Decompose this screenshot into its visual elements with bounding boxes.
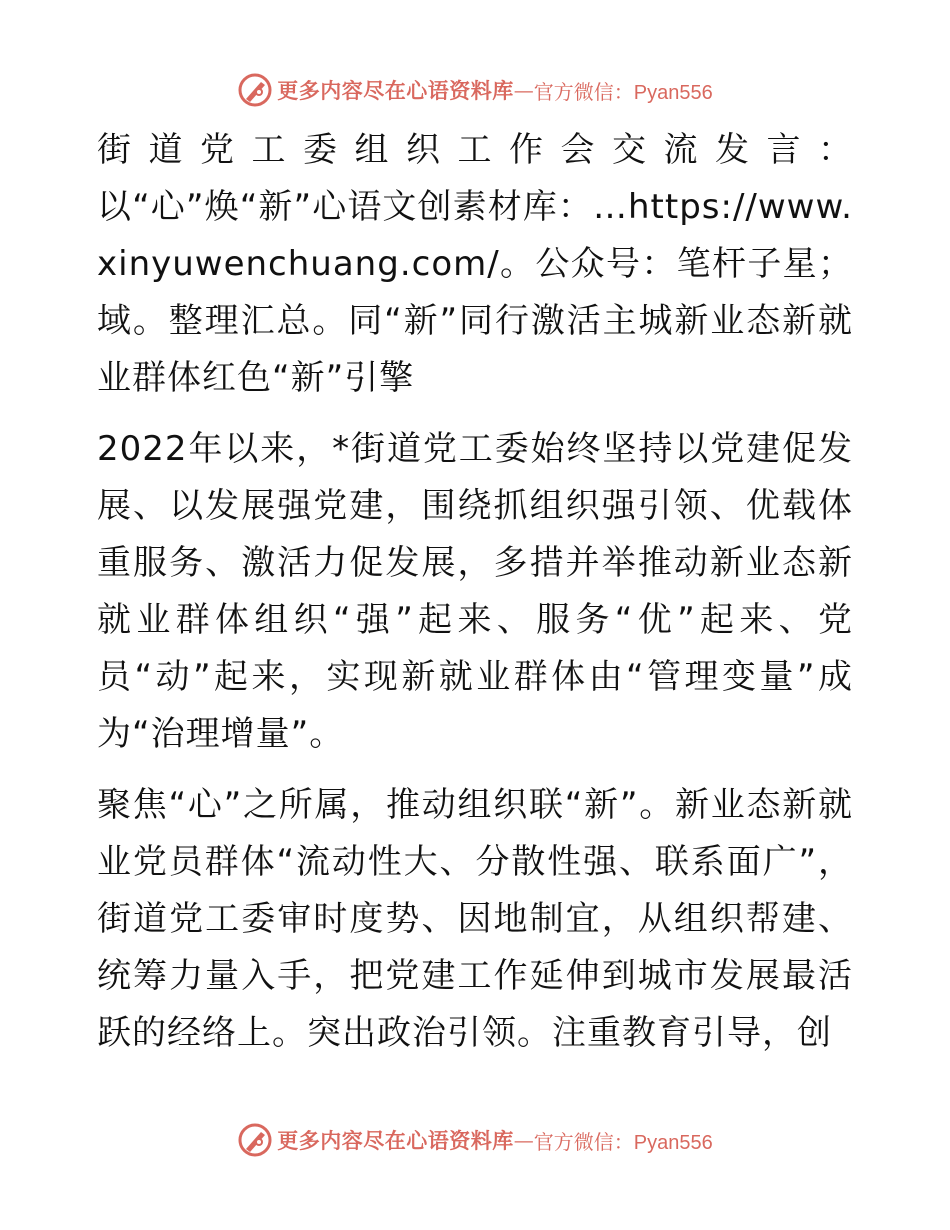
watermark-main-text: 更多内容尽在心语资料库: [277, 78, 514, 103]
watermark-contact-text: 官方微信：Pyan556: [533, 1131, 713, 1154]
pen-seal-logo-icon: [237, 72, 273, 108]
watermark-separator: —: [513, 78, 534, 102]
document-body: [97, 122, 853, 1062]
paragraph-overview: 2022年以来，*街道党工委始终坚持以党建促发展、以发展强党建，围绕抓组织强引领、优载体重服务、激活力促发展，多措并举推动新业态新就业群体组织“强”起来、服务“优”起来、党员“动”起来，实现新就业群体由“管理变量”成为“治理增量”。: [97, 429, 853, 754]
footer-watermark: [0, 1120, 950, 1160]
watermark-contact-text: 官方微信：Pyan556: [533, 81, 713, 104]
paragraph-focus-organization: 聚焦“心”之所属，推动组织联“新”。新业态新就业党员群体“流动性大、分散性强、联系面广”，街道党工委审时度势、因地制宜，从组织帮建、统筹力量入手，把党建工作延伸到城市发展最活跃的经络上。突出政治引领。注重教育引导，创: [97, 785, 853, 1053]
header-watermark: [0, 70, 950, 110]
watermark-separator: —: [513, 1128, 534, 1152]
paragraph-title-intro: 街道党工委组织工作会交流发言：以“心”焕“新”心语文创素材库：…https://www.xinyuwenchuang.com/。公众号：笔杆子星；域。整理汇总。同“新”同行激活主城新业态新就业群体红色“新”引擎: [97, 130, 853, 398]
watermark-main-text: 更多内容尽在心语资料库: [277, 1128, 514, 1153]
pen-seal-logo-icon: [237, 1122, 273, 1158]
